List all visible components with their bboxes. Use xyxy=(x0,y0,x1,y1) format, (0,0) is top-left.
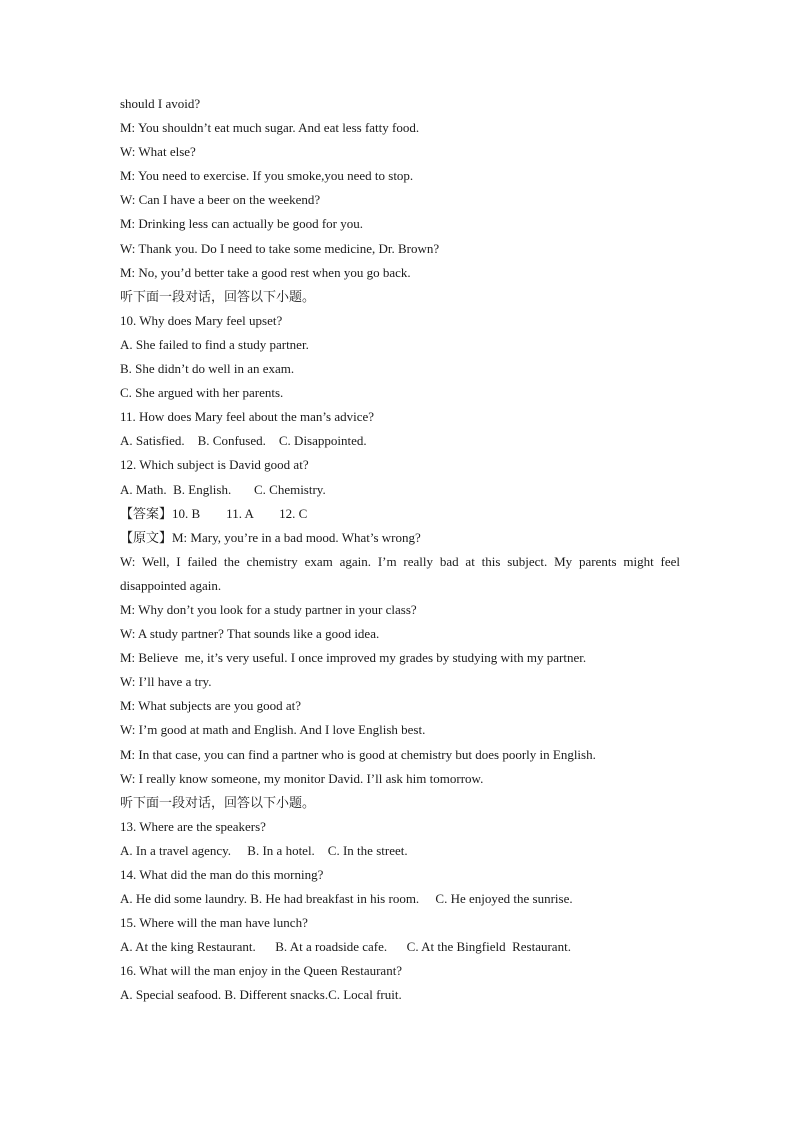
text-line: M: Believe me, it’s very useful. I once improved my grades by studying with my partner. xyxy=(120,650,587,666)
text-line: 13. Where are the speakers? xyxy=(120,818,266,834)
text-line: A. In a travel agency. B. In a hotel. C. In the street. xyxy=(120,842,408,858)
text-line: 16. What will the man enjoy in the Queen Restaurant? xyxy=(120,963,403,979)
text-line: W: What else? xyxy=(120,144,196,160)
text-line: 【原文】M: Mary, you’re in a bad mood. What’s wrong? xyxy=(120,529,421,545)
transcript-block-2 xyxy=(120,598,680,1008)
text-line: A. At the king Restaurant. B. At a roadside cafe. C. At the Bingfield Restaurant. xyxy=(120,939,571,955)
text-line: A. Math. B. English. C. Chemistry. xyxy=(120,481,326,497)
text-line: M: No, you’d better take a good rest when you go back. xyxy=(120,264,411,280)
text-line: M: You shouldn’t eat much sugar. And eat less fatty food. xyxy=(120,120,420,136)
document-page xyxy=(120,92,680,1008)
text-line: M: In that case, you can find a partner who is good at chemistry but does poorly in English. xyxy=(120,746,596,762)
text-line: 听下面一段对话，回答以下小题。 xyxy=(120,288,316,304)
transcript-block-1 xyxy=(120,92,680,550)
text-line: 11. How does Mary feel about the man’s advice? xyxy=(120,409,375,425)
text-line: W: A study partner? That sounds like a good idea. xyxy=(120,626,380,642)
text-line: 15. Where will the man have lunch? xyxy=(120,915,308,931)
text-line: 10. Why does Mary feel upset? xyxy=(120,312,283,328)
text-line: M: You need to exercise. If you smoke,you need to stop. xyxy=(120,168,414,184)
text-line: 【答案】10. B 11. A 12. C xyxy=(120,505,308,521)
transcript-paragraph: W: Well, I failed the chemistry exam again. I’m really bad at this subject. My parents might feel disappointed again. xyxy=(120,553,680,593)
text-line: W: I’ll have a try. xyxy=(120,674,212,690)
text-line: A. Satisfied. B. Confused. C. Disappointed. xyxy=(120,433,367,449)
text-line: M: Why don’t you look for a study partner in your class? xyxy=(120,601,417,617)
text-line: C. She argued with her parents. xyxy=(120,385,284,401)
text-line: W: I really know someone, my monitor David. I’ll ask him tomorrow. xyxy=(120,770,484,786)
text-line: 12. Which subject is David good at? xyxy=(120,457,309,473)
text-line: A. He did some laundry. B. He had breakfast in his room. C. He enjoyed the sunrise. xyxy=(120,891,573,907)
text-line: A. Special seafood. B. Different snacks.C. Local fruit. xyxy=(120,987,402,1003)
text-line: 14. What did the man do this morning? xyxy=(120,867,324,882)
text-line: 听下面一段对话，回答以下小题。 xyxy=(120,794,316,810)
text-line: W: Thank you. Do I need to take some medicine, Dr. Brown? xyxy=(120,240,440,256)
text-line: A. She failed to find a study partner. xyxy=(120,336,309,352)
text-line: W: I’m good at math and English. And I love English best. xyxy=(120,722,426,738)
text-line: M: Drinking less can actually be good for you. xyxy=(120,216,363,232)
text-line: M: What subjects are you good at? xyxy=(120,698,301,714)
text-line: W: Can I have a beer on the weekend? xyxy=(120,192,321,208)
text-line: B. She didn’t do well in an exam. xyxy=(120,361,295,377)
text-line: should I avoid? xyxy=(120,96,201,111)
